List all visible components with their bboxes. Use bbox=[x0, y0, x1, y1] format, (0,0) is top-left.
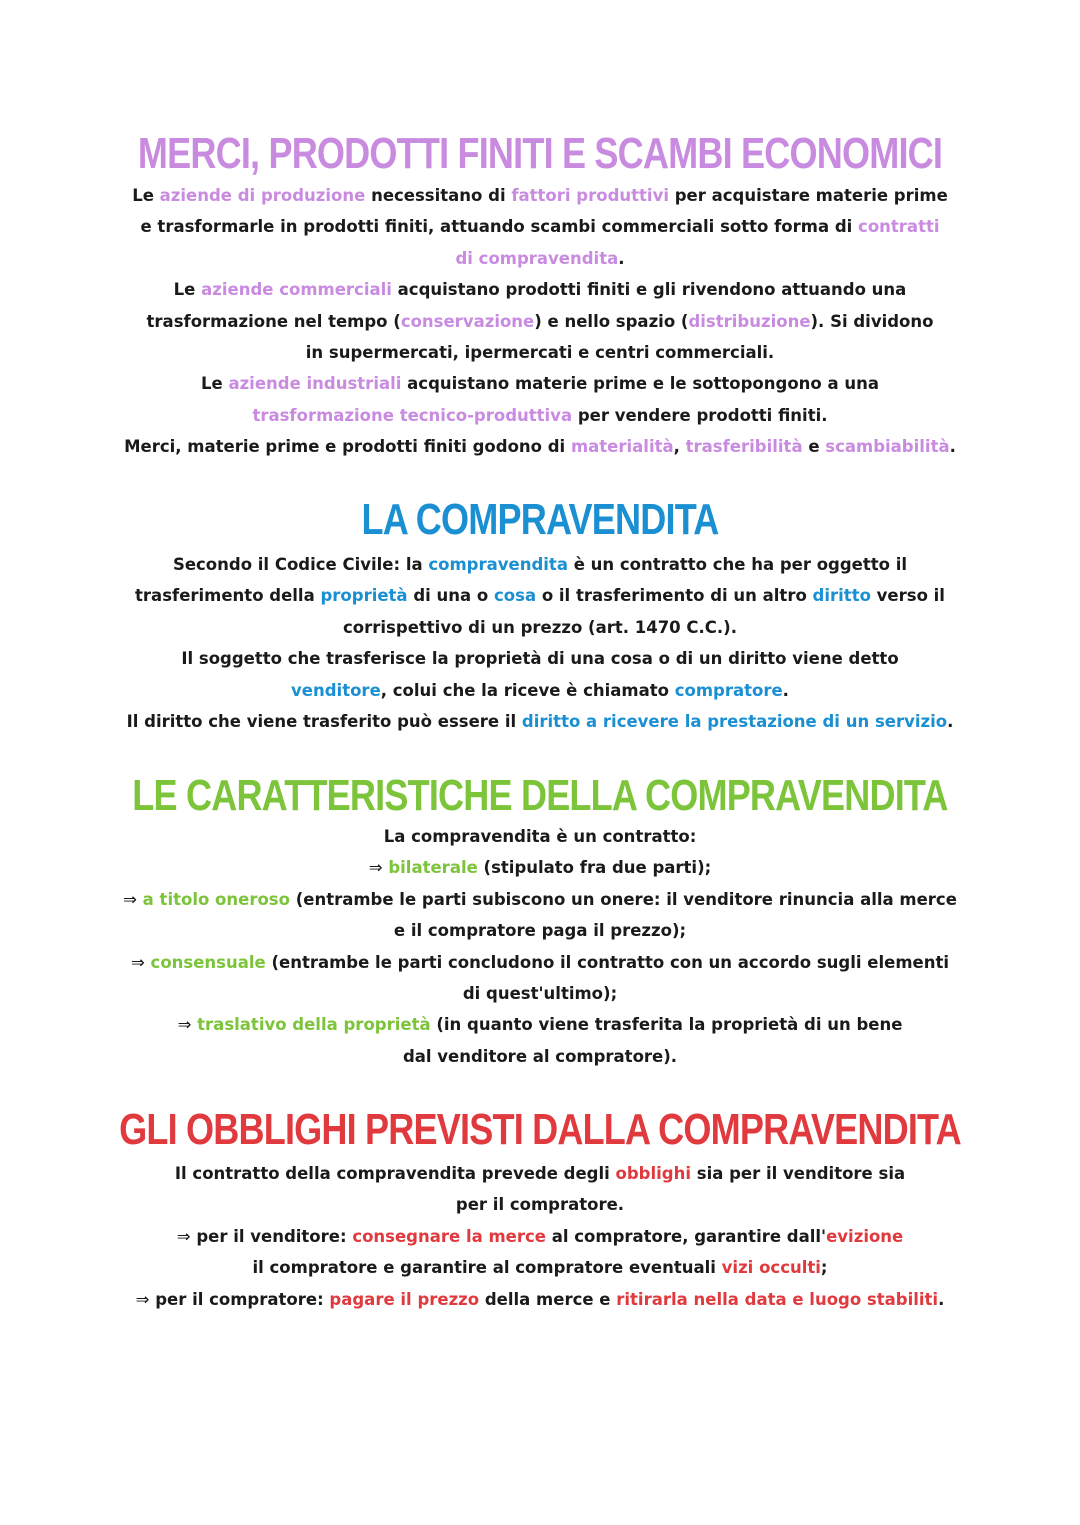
paragraph-merci-proprieta: Merci, materie prime e prodotti finiti godono di materialità, trasferibilità e scambiabilità. bbox=[124, 437, 956, 457]
list-item-oneroso: ⇒ a titolo oneroso (entrambe le parti subiscono un onere: il venditore rinuncia alla merce e il compratore paga il prezzo); bbox=[123, 889, 957, 941]
section-obblighi-body bbox=[0, 1158, 1080, 1315]
list-item-bilaterale: ⇒ bilaterale (stipulato fra due parti); bbox=[368, 858, 712, 878]
section-caratteristiche bbox=[0, 771, 1080, 820]
arrow-icon: ⇒ bbox=[177, 1015, 192, 1035]
paragraph-aziende-produzione: Le aziende di produzione necessitano di fattori produttivi per acquistare materie prime e trasformarle in prodotti finiti, attuando scambi commerciali sotto forma di contratti di compravendita. bbox=[132, 186, 948, 268]
arrow-icon: ⇒ bbox=[135, 1289, 150, 1309]
section-caratteristiche-body bbox=[0, 821, 1080, 1072]
keyword: proprietà bbox=[320, 586, 408, 606]
arrow-icon: ⇒ bbox=[368, 858, 383, 878]
section-compravendita bbox=[0, 495, 1080, 544]
keyword: contratti di compravendita bbox=[455, 217, 940, 268]
section-merci bbox=[0, 129, 1080, 178]
arrow-icon: ⇒ bbox=[176, 1226, 191, 1246]
keyword: trasformazione tecnico-produttiva bbox=[252, 405, 573, 425]
keyword: compravendita bbox=[428, 555, 568, 574]
keyword: ritirarla nella data e luogo stabiliti bbox=[616, 1289, 939, 1309]
keyword: compratore bbox=[674, 680, 783, 700]
keyword: consensuale bbox=[150, 952, 266, 972]
paragraph-contratto-intro: La compravendita è un contratto: bbox=[383, 827, 697, 846]
keyword: bilaterale bbox=[388, 858, 478, 878]
list-item-obblighi-venditore: ⇒ per il venditore: consegnare la merce al compratore, garantire dall'evizione il compratore e garantire al compratore eventuali vizi occulti; bbox=[176, 1226, 904, 1278]
paragraph-venditore-compratore: Il soggetto che trasferisce la proprietà di una cosa o di un diritto viene detto venditore, colui che la riceve è chiamato compratore. bbox=[181, 649, 899, 700]
section-title-obblighi: GLI OBBLIGHI PREVISTI DALLA COMPRAVENDITA bbox=[119, 1105, 961, 1154]
section-title-compravendita: LA COMPRAVENDITA bbox=[361, 495, 719, 544]
keyword: aziende di produzione bbox=[159, 186, 366, 205]
keyword: aziende industriali bbox=[228, 374, 402, 394]
paragraph-aziende-industriali: Le aziende industriali acquistano materie prime e le sottopongono a una trasformazione tecnico-produttiva per vendere prodotti finiti. bbox=[200, 374, 879, 425]
keyword: aziende commerciali bbox=[201, 280, 392, 300]
paragraph-aziende-commerciali: Le aziende commerciali acquistano prodotti finiti e gli rivendono attuando una trasformazione nel tempo (conservazione) e nello spazio (distribuzione). Si dividono in supermercati, ipermercati e centri commerciali. bbox=[146, 280, 934, 363]
section-title-merci: MERCI, PRODOTTI FINITI E SCAMBI ECONOMICI bbox=[137, 129, 943, 178]
list-item-obblighi-compratore: ⇒ per il compratore: pagare il prezzo della merce e ritirarla nella data e luogo stabiliti. bbox=[135, 1289, 945, 1309]
section-compravendita-body bbox=[0, 549, 1080, 737]
section-obblighi bbox=[0, 1105, 1080, 1154]
keyword: scambiabilità bbox=[825, 437, 950, 457]
keyword: venditore bbox=[291, 680, 381, 700]
keyword: consegnare la merce bbox=[352, 1226, 546, 1246]
keyword: diritto a ricevere la prestazione di un servizio bbox=[521, 712, 948, 732]
keyword: diritto bbox=[812, 586, 871, 606]
keyword: evizione bbox=[826, 1226, 904, 1246]
list-item-traslativo: ⇒ traslativo della proprietà (in quanto viene trasferita la proprietà di un bene dal venditore al compratore). bbox=[177, 1015, 903, 1066]
section-title-caratteristiche: LE CARATTERISTICHE DELLA COMPRAVENDITA bbox=[132, 771, 948, 820]
list-item-consensuale: ⇒ consensuale (entrambe le parti concludono il contratto con un accordo sugli elementi di quest'ultimo); bbox=[130, 952, 950, 1004]
keyword: conservazione bbox=[400, 311, 535, 331]
paragraph-diritto-servizio: Il diritto che viene trasferito può essere il diritto a ricevere la prestazione di un servizio. bbox=[126, 712, 954, 732]
arrow-icon: ⇒ bbox=[130, 952, 145, 972]
keyword: cosa bbox=[494, 586, 537, 606]
keyword: materialità bbox=[570, 437, 674, 457]
keyword: a titolo oneroso bbox=[142, 889, 290, 909]
keyword: trasferibilità bbox=[685, 437, 803, 457]
paragraph-codice-civile: Secondo il Codice Civile: la compravendita è un contratto che ha per oggetto il trasferimento della proprietà di una o cosa o il trasferimento di un altro diritto verso il corrispettivo di un prezzo (art. 1470 C.C.). bbox=[135, 555, 945, 637]
keyword: fattori produttivi bbox=[511, 186, 669, 205]
keyword: vizi occulti bbox=[721, 1258, 821, 1278]
keyword: obblighi bbox=[615, 1164, 691, 1183]
section-merci-body bbox=[0, 180, 1080, 463]
keyword: distribuzione bbox=[688, 311, 811, 331]
keyword: traslativo della proprietà bbox=[197, 1015, 431, 1035]
paragraph-obblighi-intro: Il contratto della compravendita prevede degli obblighi sia per il venditore sia per il compratore. bbox=[174, 1164, 906, 1215]
arrow-icon: ⇒ bbox=[123, 889, 137, 909]
keyword: pagare il prezzo bbox=[329, 1289, 480, 1309]
